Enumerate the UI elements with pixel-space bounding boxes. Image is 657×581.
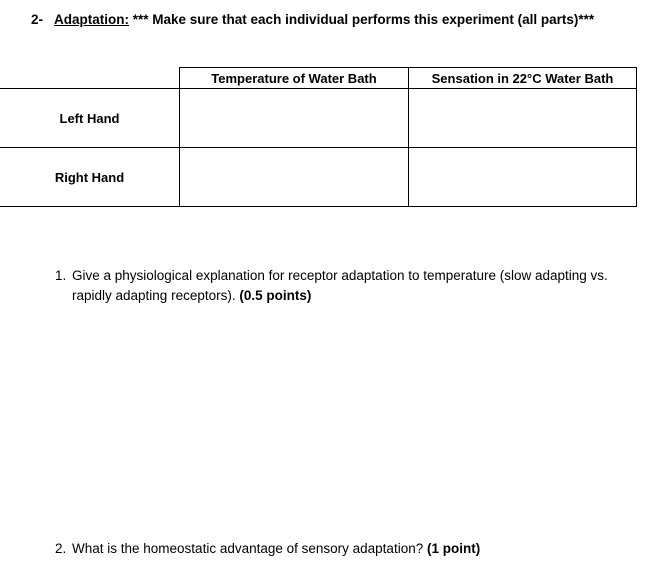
cell-left-temperature[interactable]	[180, 89, 409, 148]
column-header-sensation: Sensation in 22°C Water Bath	[409, 68, 637, 89]
question-text: What is the homeostatic advantage of sensory adaptation?	[72, 541, 424, 556]
question-text: Give a physiological explanation for receptor adaptation to temperature (slow adapting vs. rapidly adapting receptors).	[72, 268, 608, 303]
section-number: 2-	[31, 12, 44, 27]
cell-right-temperature[interactable]	[180, 148, 409, 207]
question-text-block	[72, 266, 612, 306]
results-table	[0, 67, 637, 207]
table-corner-cell	[0, 68, 180, 89]
cell-right-sensation[interactable]	[409, 148, 637, 207]
question-text-block	[72, 539, 612, 559]
row-label-left-hand: Left Hand	[0, 89, 180, 148]
row-label-right-hand: Right Hand	[0, 148, 180, 207]
question-number: 1.	[55, 268, 67, 283]
table-row	[0, 89, 637, 148]
section-title: Adaptation:	[54, 12, 129, 27]
column-header-temperature: Temperature of Water Bath	[180, 68, 409, 89]
cell-left-sensation[interactable]	[409, 89, 637, 148]
table-row	[0, 148, 637, 207]
question-points: (1 point)	[426, 541, 481, 556]
question-number: 2.	[55, 541, 67, 556]
question-points: (0.5 points)	[239, 288, 312, 303]
table-header-row	[0, 68, 637, 89]
section-instruction: *** Make sure that each individual performs this experiment (all parts)***	[129, 12, 595, 27]
section-heading-body	[54, 9, 614, 30]
